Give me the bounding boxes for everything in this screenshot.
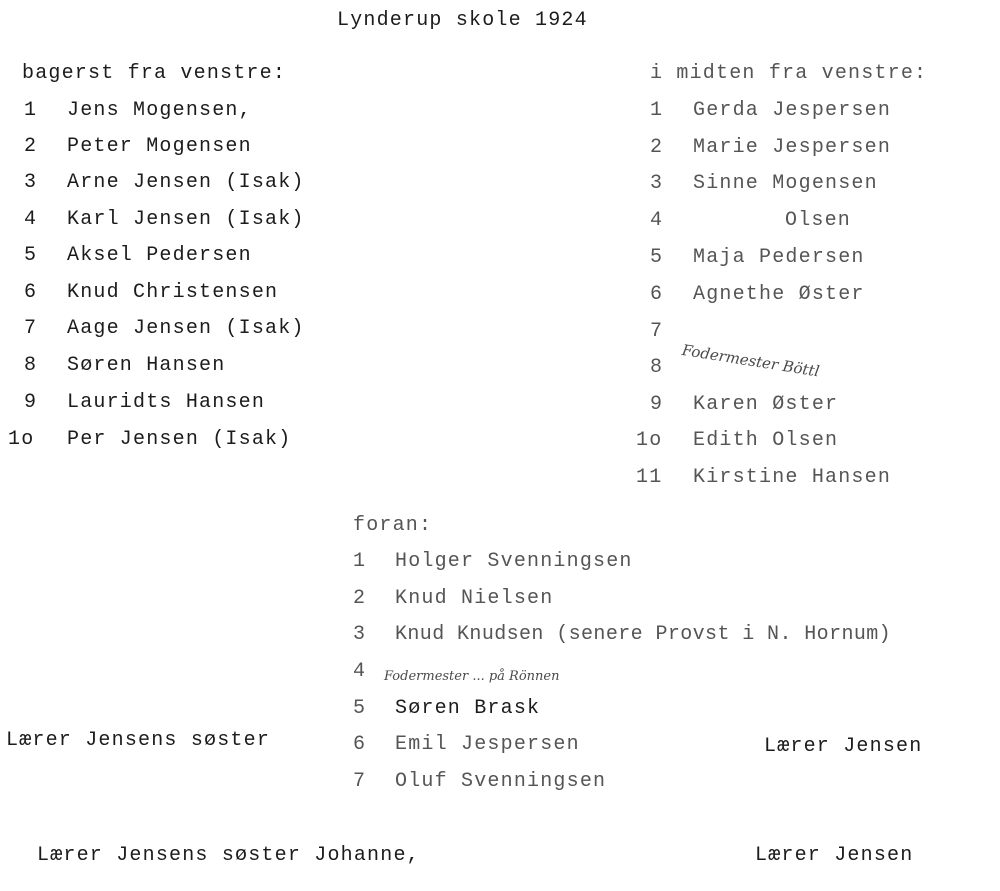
front-row-name: Knud Knudsen (senere Provst i N. Hornum) — [395, 623, 892, 646]
middle-row-num: 11 — [636, 466, 663, 489]
side-label-left: Lærer Jensens søster — [6, 729, 271, 752]
back-row-num: 7 — [24, 317, 38, 340]
front-row-name: Emil Jespersen — [395, 733, 580, 756]
front-row-num: 7 — [353, 770, 367, 793]
back-row-name: Karl Jensen (Isak) — [67, 208, 305, 231]
front-row-num: 4 — [353, 660, 367, 683]
document-title: Lynderup skole 1924 — [337, 9, 588, 32]
middle-row-name: Agnethe Øster — [693, 283, 865, 306]
front-row-num: 6 — [353, 733, 367, 756]
front-row-num: 3 — [353, 623, 367, 646]
middle-row-num: 3 — [650, 172, 664, 195]
middle-row-num: 4 — [650, 209, 664, 232]
middle-row-name: Edith Olsen — [693, 429, 839, 452]
middle-row-name: Sinne Mogensen — [693, 172, 878, 195]
middle-row-num: 5 — [650, 246, 664, 269]
front-row-num: 1 — [353, 550, 367, 573]
middle-row-num: 2 — [650, 136, 664, 159]
side-label-right: Lærer Jensen — [764, 735, 923, 758]
middle-row-num: 9 — [650, 393, 664, 416]
front-row-name: Oluf Svenningsen — [395, 770, 607, 793]
back-row-name: Per Jensen (Isak) — [67, 428, 292, 451]
back-row-name: Aksel Pedersen — [67, 244, 252, 267]
middle-row-name: Kirstine Hansen — [693, 466, 892, 489]
middle-row-heading: i midten fra venstre: — [650, 62, 928, 85]
back-row-num: 3 — [24, 171, 38, 194]
front-row-name: Søren Brask — [395, 697, 541, 720]
caption-left: Lærer Jensens søster Johanne, — [37, 844, 420, 867]
front-row-handwritten-name: Fodermester ... på Rönnen — [384, 669, 560, 684]
middle-row-name: Maja Pedersen — [693, 246, 865, 269]
front-row-num: 5 — [353, 697, 367, 720]
middle-row-name: Karen Øster — [693, 393, 839, 416]
middle-row-num: 8 — [650, 356, 664, 379]
middle-row-handwritten-name: Fodermester Böttl — [680, 340, 821, 381]
back-row-num: 1o — [8, 428, 35, 451]
back-row-name: Peter Mogensen — [67, 135, 252, 158]
back-row-num: 9 — [24, 391, 38, 414]
front-row-heading: foran: — [353, 514, 433, 537]
middle-row-name: Gerda Jespersen — [693, 99, 892, 122]
back-row-name: Aage Jensen (Isak) — [67, 317, 305, 340]
back-row-num: 4 — [24, 208, 38, 231]
front-row-name: Knud Nielsen — [395, 587, 554, 610]
middle-row-num: 1o — [636, 429, 663, 452]
back-row-name: Jens Mogensen, — [67, 99, 252, 122]
back-row-num: 8 — [24, 354, 38, 377]
middle-row-num: 7 — [650, 320, 664, 343]
middle-row-num: 1 — [650, 99, 664, 122]
front-row-num: 2 — [353, 587, 367, 610]
middle-row-num: 6 — [650, 283, 664, 306]
middle-row-name: Olsen — [785, 209, 852, 232]
back-row-name: Søren Hansen — [67, 354, 226, 377]
caption-right: Lærer Jensen — [755, 844, 914, 867]
back-row-num: 5 — [24, 244, 38, 267]
middle-row-name: Marie Jespersen — [693, 136, 892, 159]
back-row-heading: bagerst fra venstre: — [22, 62, 287, 85]
back-row-name: Lauridts Hansen — [67, 391, 266, 414]
back-row-name: Knud Christensen — [67, 281, 279, 304]
back-row-name: Arne Jensen (Isak) — [67, 171, 305, 194]
back-row-num: 1 — [24, 99, 38, 122]
back-row-num: 2 — [24, 135, 38, 158]
front-row-name: Holger Svenningsen — [395, 550, 633, 573]
back-row-num: 6 — [24, 281, 38, 304]
